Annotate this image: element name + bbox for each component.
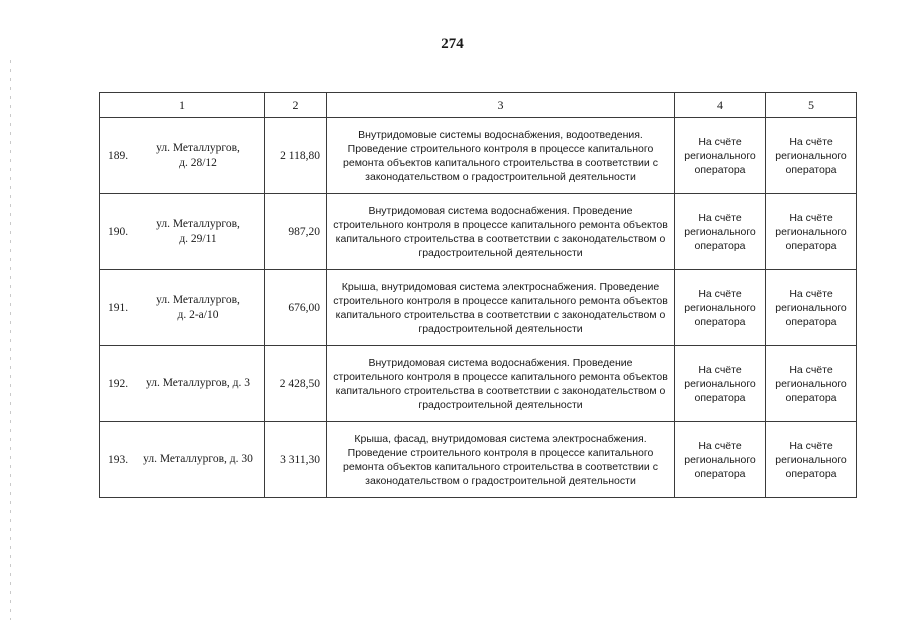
works-description-cell: Внутридомовая система водоснабжения. Проведение строительного контроля в процессе капитального ремонта объектов капитального строительства в соответствии с законодательством о градостроительной деятельности xyxy=(327,194,675,270)
funding-source-cell: На счёте регионального оператора xyxy=(675,270,766,346)
account-holder-cell: На счёте регионального оператора xyxy=(766,118,857,194)
header-row xyxy=(100,93,857,118)
funding-source-cell: На счёте регионального оператора xyxy=(675,422,766,498)
funding-source-cell: На счёте регионального оператора xyxy=(675,346,766,422)
address-cell xyxy=(100,346,265,422)
address-line-1: ул. Металлургов, xyxy=(156,217,240,230)
capital-repair-table xyxy=(99,92,857,498)
account-holder-cell: На счёте регионального оператора xyxy=(766,346,857,422)
cost-cell: 2 428,50 xyxy=(265,346,327,422)
address-line-2: д. 2-а/10 xyxy=(177,308,219,321)
account-holder-cell: На счёте регионального оператора xyxy=(766,422,857,498)
address-cell xyxy=(100,194,265,270)
address-line-1: ул. Металлургов, xyxy=(156,293,240,306)
address-cell xyxy=(100,422,265,498)
address-cell xyxy=(100,118,265,194)
column-header-5: 5 xyxy=(766,93,857,118)
account-holder-cell: На счёте регионального оператора xyxy=(766,270,857,346)
address-line-1: ул. Металлургов, д. 30 xyxy=(143,453,253,465)
table-row xyxy=(100,194,857,270)
works-description-cell: Внутридомовые системы водоснабжения, водоотведения. Проведение строительного контроля в процессе капитального ремонта объектов капитального строительства в соответствии с законодательством о градостроительной деятельности xyxy=(327,118,675,194)
cost-cell: 987,20 xyxy=(265,194,327,270)
column-header-1: 1 xyxy=(100,93,265,118)
column-header-4: 4 xyxy=(675,93,766,118)
row-number: 191. xyxy=(108,301,129,314)
works-description-cell: Крыша, внутридомовая система электроснабжения. Проведение строительного контроля в процессе капитального ремонта объектов капитального строительства в соответствии с законодательством о градостроительной деятельности xyxy=(327,270,675,346)
address xyxy=(138,141,258,171)
cost-cell: 2 118,80 xyxy=(265,118,327,194)
cost-cell: 676,00 xyxy=(265,270,327,346)
table-row xyxy=(100,346,857,422)
funding-source-cell: На счёте регионального оператора xyxy=(675,118,766,194)
address xyxy=(138,217,258,247)
cost-cell: 3 311,30 xyxy=(265,422,327,498)
row-number: 189. xyxy=(108,149,129,162)
row-number: 190. xyxy=(108,225,129,238)
table-body xyxy=(100,93,857,498)
address-line-2: д. 29/11 xyxy=(179,232,217,245)
works-description-cell: Внутридомовая система водоснабжения. Проведение строительного контроля в процессе капитального ремонта объектов капитального строительства в соответствии с законодательством о градостроительной деятельности xyxy=(327,346,675,422)
scan-edge-artifact xyxy=(10,60,11,620)
table-row xyxy=(100,118,857,194)
column-header-2: 2 xyxy=(265,93,327,118)
column-header-3: 3 xyxy=(327,93,675,118)
works-description-cell: Крыша, фасад, внутридомовая система электроснабжения. Проведение строительного контроля в процессе капитального ремонта объектов капитального строительства в соответствии с законодательством о градостроительной деятельности xyxy=(327,422,675,498)
account-holder-cell: На счёте регионального оператора xyxy=(766,194,857,270)
page-number: 274 xyxy=(441,36,464,52)
address xyxy=(138,293,258,323)
row-number: 193. xyxy=(108,453,129,466)
address xyxy=(138,376,258,391)
table-row xyxy=(100,270,857,346)
table-row xyxy=(100,422,857,498)
address-line-2: д. 28/12 xyxy=(179,156,217,169)
address-cell xyxy=(100,270,265,346)
address-line-1: ул. Металлургов, д. 3 xyxy=(146,377,250,389)
funding-source-cell: На счёте регионального оператора xyxy=(675,194,766,270)
address-line-1: ул. Металлургов, xyxy=(156,141,240,154)
address xyxy=(138,452,258,467)
row-number: 192. xyxy=(108,377,129,390)
